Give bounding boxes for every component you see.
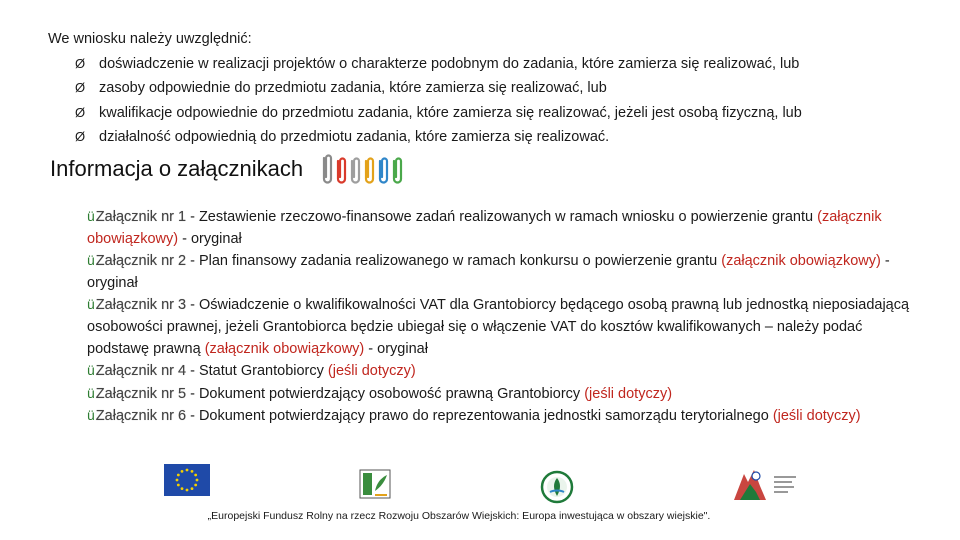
requirement-text: kwalifikacje odpowiednie do przedmiotu zadania, które zamierza się realizować, jeżeli jest osobą fizyczną, lub — [99, 104, 802, 121]
attachment-item — [87, 360, 917, 383]
eu-star-icon — [176, 479, 179, 482]
attachment-marker: (jeśli dotyczy) — [772, 408, 861, 425]
check-icon: ü — [87, 407, 95, 424]
attachment-label: Załącznik nr 3 — [95, 297, 187, 314]
arrow-bullet-icon: Ø — [75, 80, 86, 95]
attachment-label: Załącznik nr 1 — [95, 209, 187, 225]
eu-star-icon — [194, 474, 197, 477]
eu-star-icon — [186, 469, 189, 472]
paperclip-icon — [335, 156, 348, 186]
attachment-marker: (jeśli dotyczy) — [584, 385, 673, 402]
attachment-label: Załącznik nr 2 — [95, 253, 187, 270]
paperclips-icon — [321, 152, 404, 186]
check-icon: ü — [87, 362, 95, 379]
eu-star-icon — [191, 470, 194, 473]
attachment-item — [87, 206, 917, 250]
attachment-suffix: - oryginał — [364, 340, 428, 357]
prow-logo-icon — [540, 470, 574, 504]
attachment-item — [87, 250, 917, 294]
eu-star-icon — [186, 489, 189, 492]
attachment-description: - Oświadczenie o kwalifikowalności VAT dla Grantobiorcy będącego osobą prawną lub jednostką nieposiadającą osobowości prawnej, jeżeli Grantobiorca będzie ubiegał się o włączenie VAT do kosztów kwalifikowanych – należy podać podstawę prawną — [87, 297, 910, 357]
attachment-marker: (załącznik obowiązkowy) — [87, 209, 882, 247]
attachment-description: - Statut Grantobiorcy — [186, 363, 328, 380]
attachment-description: - Zestawienie rzeczowo-finansowe zadań realizowanych w ramach wniosku o powierzenie grantu — [186, 209, 818, 225]
attachment-label: Załącznik nr 5 — [95, 385, 187, 402]
footer-caption — [0, 510, 960, 522]
footer-text: „Europejski Fundusz Rolny na rzecz Rozwoju Obszarów Wiejskich: Europa inwestująca w obszary wiejskie". — [207, 510, 711, 522]
leader-logo-icon — [359, 469, 391, 499]
requirements-heading: We wniosku należy uwzględnić: — [48, 31, 252, 47]
section-title: Informacja o załącznikach — [50, 156, 304, 181]
eu-star-icon — [181, 470, 184, 473]
eu-star-icon — [177, 474, 180, 477]
paperclip-icon — [321, 152, 334, 186]
requirement-text: zasoby odpowiednie do przedmiotu zadania, które zamierza się realizować, lub — [99, 80, 607, 96]
requirement-item — [48, 52, 928, 77]
attachment-item — [87, 383, 917, 406]
requirement-text: doświadczenie w realizacji projektów o charakterze podobnym do zadania, które zamierza się realizować, lub — [99, 55, 800, 72]
funding-logos — [0, 464, 960, 506]
eu-star-icon — [177, 484, 180, 487]
attachment-description: - Plan finansowy zadania realizowanego w ramach konkursu o powierzenie grantu — [186, 253, 722, 270]
attachments-list — [87, 206, 917, 428]
attachment-description: - Dokument potwierdzający osobowość prawną Grantobiorcy — [186, 385, 585, 402]
attachments-section-header — [50, 152, 404, 186]
attachment-description: - Dokument potwierdzający prawo do reprezentowania jednostki samorządu terytorialnego — [186, 408, 773, 425]
check-icon: ü — [87, 208, 95, 224]
arrow-bullet-icon: Ø — [75, 55, 86, 71]
attachment-marker: (załącznik obowiązkowy) — [721, 253, 881, 270]
check-icon: ü — [87, 296, 95, 313]
paperclip-icon — [377, 156, 390, 186]
paperclip-icon — [349, 156, 362, 186]
requirement-text: działalność odpowiednią do przedmiotu zadania, które zamierza się realizować. — [99, 129, 610, 145]
paperclip-icon — [363, 156, 376, 186]
paperclip-icon — [391, 156, 404, 186]
attachment-marker: (załącznik obowiązkowy) — [204, 340, 365, 357]
arrow-bullet-icon: Ø — [75, 104, 86, 120]
requirements-block — [48, 28, 928, 150]
eu-flag-icon — [164, 464, 210, 496]
eu-star-icon — [196, 479, 199, 482]
check-icon: ü — [87, 252, 95, 269]
eu-star-icon — [191, 487, 194, 490]
requirement-item — [48, 125, 928, 150]
check-icon: ü — [87, 384, 95, 401]
attachment-item — [87, 294, 917, 360]
attachment-label: Załącznik nr 4 — [95, 363, 187, 380]
eu-star-icon — [194, 484, 197, 487]
attachment-marker: (jeśli dotyczy) — [327, 363, 416, 380]
attachment-suffix: - oryginał — [178, 230, 242, 247]
arrow-bullet-icon: Ø — [75, 129, 86, 144]
eu-star-icon — [181, 487, 184, 490]
attachment-item — [87, 405, 917, 428]
attachment-suffix: - oryginał — [87, 253, 890, 291]
requirement-item — [48, 76, 928, 101]
requirement-item — [48, 101, 928, 126]
attachment-label: Załącznik nr 6 — [95, 408, 187, 425]
ministry-agriculture-logo-icon — [730, 466, 800, 506]
